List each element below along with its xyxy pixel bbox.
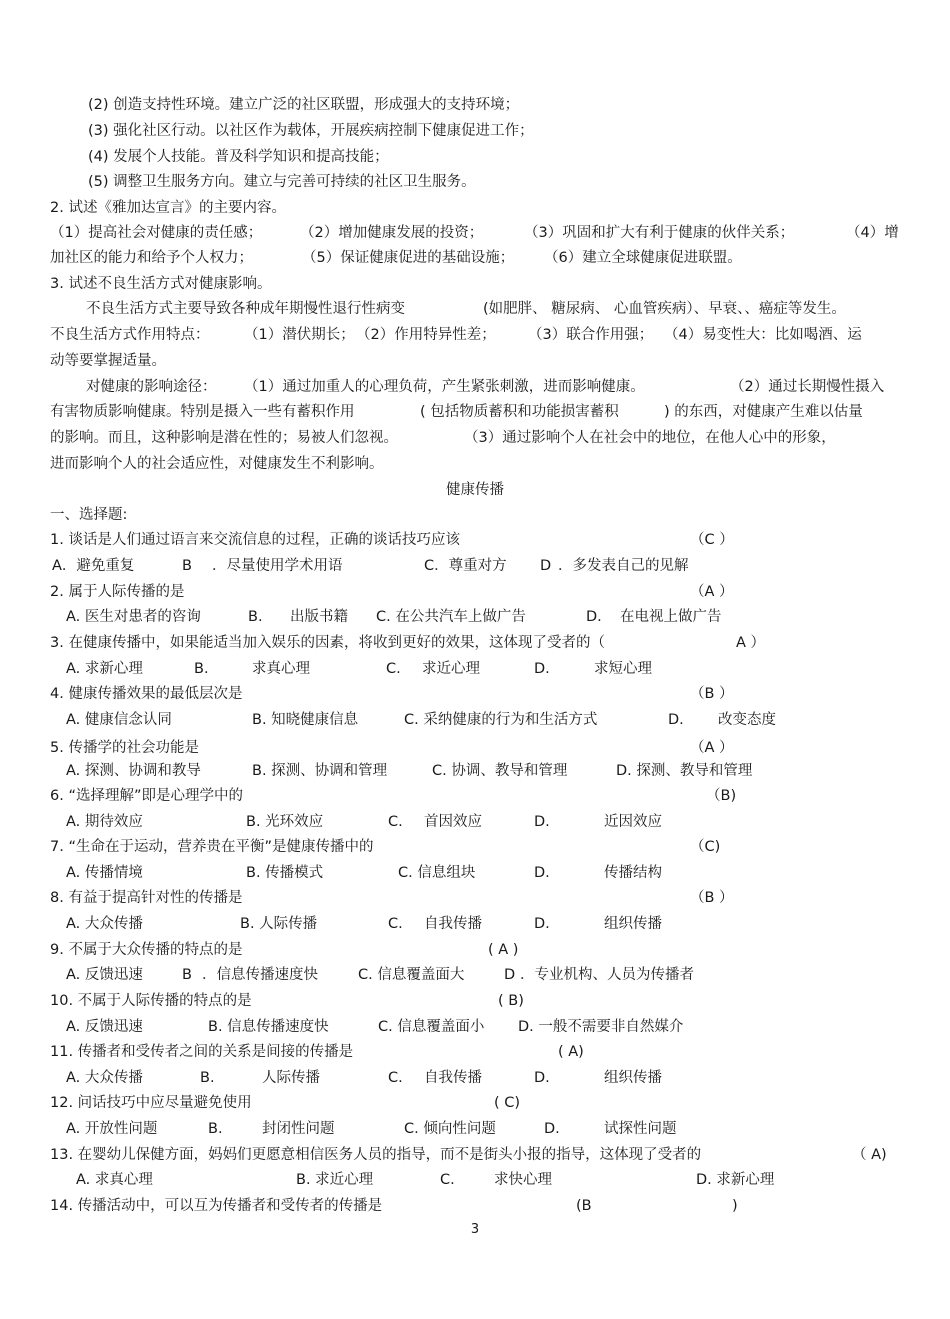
option-b: ．尽量使用学术用语: [212, 558, 343, 574]
q3-p1-text: 不良生活方式主要导致各种成年期慢性退行性病变: [86, 301, 405, 317]
option-b: B: [182, 558, 192, 574]
option-c: C. 采纳健康的行为和生活方式: [404, 712, 598, 728]
q3-p2-text: （2）通过长期慢性摄入: [730, 379, 885, 395]
option-a: A. 开放性问题: [66, 1121, 158, 1137]
option-b: 封闭性问题: [262, 1121, 335, 1137]
option-a: A. 求真心理: [76, 1172, 153, 1188]
option-c: C. 倾向性问题: [404, 1121, 496, 1137]
question-answer: (B: [576, 1198, 592, 1214]
option-b: B. 传播模式: [246, 865, 324, 881]
option-d: 组织传播: [604, 916, 662, 932]
option-b: B.: [200, 1070, 215, 1086]
question-answer: （B ）: [690, 890, 734, 906]
option-c: C．尊重对方: [424, 558, 507, 574]
q3-p1-text: (如肥胖、 糖尿病、 心血管疾病）、早衰、、癌症等发生。: [483, 301, 846, 317]
q3-p1-text: （4）易变性大：比如喝酒、运: [664, 327, 862, 343]
option-b: B. 光环效应: [246, 814, 324, 830]
intro-item-3: (3) 强化社区行动。以社区作为载体，开展疾病控制下健康促进工作；: [88, 123, 534, 139]
option-d: 组织传播: [604, 1070, 662, 1086]
question-stem: 12. 问话技巧中应尽量避免使用: [50, 1095, 252, 1111]
question-answer: ( B): [498, 993, 524, 1009]
question-answer: （ A): [852, 1147, 887, 1163]
option-d: D.: [534, 865, 550, 881]
option-c: C.: [388, 814, 403, 830]
option-a: A. 医生对患者的咨询: [66, 609, 201, 625]
q2-title: 2. 试述《雅加达宣言》的主要内容。: [50, 200, 286, 216]
question-answer: ( C): [494, 1095, 521, 1111]
option-b: B. 求近心理: [296, 1172, 374, 1188]
q2-point-1: （1）提高社会对健康的责任感；: [50, 225, 263, 241]
option-b: B. 知晓健康信息: [252, 712, 359, 728]
q2-point-6: （6）建立全球健康促进联盟。: [544, 250, 742, 266]
option-b: B: [182, 967, 192, 983]
option-d: 试探性问题: [604, 1121, 677, 1137]
option-a: A. 大众传播: [66, 1070, 143, 1086]
question-answer: （A ）: [690, 740, 734, 756]
option-d: 传播结构: [604, 865, 662, 881]
q2-point-2: （2）增加健康发展的投资；: [300, 225, 484, 241]
option-d: D.: [534, 1070, 550, 1086]
q3-p1-text: （1）潜伏期长；: [244, 327, 355, 343]
q2-point-4: （4）增: [846, 225, 899, 241]
q3-title: 3. 试述不良生活方式对健康影响。: [50, 276, 272, 292]
question-answer-close: ): [732, 1198, 738, 1214]
q3-p2-text: 对健康的影响途径：: [86, 379, 217, 395]
option-c: C. 信息覆盖面小: [378, 1019, 485, 1035]
option-c: 首因效应: [424, 814, 482, 830]
option-c: 自我传播: [424, 916, 482, 932]
option-b: B.: [208, 1121, 223, 1137]
question-stem: 13. 在婴幼儿保健方面，妈妈们更愿意相信医务人员的指导，而不是街头小报的指导，这体现了受者的: [50, 1147, 702, 1163]
option-a: A. 大众传播: [66, 916, 143, 932]
option-d: D.: [668, 712, 684, 728]
question-stem: 7. “生命在于运动，营养贵在平衡”是健康传播中的: [50, 839, 374, 855]
q3-p1-text: 不良生活方式作用特点：: [50, 327, 210, 343]
q3-p2-text: ( 包括物质蓄积和功能损害蓄积: [420, 404, 619, 420]
question-answer: ( A ): [488, 942, 519, 958]
option-d: ．多发表自己的见解: [558, 558, 689, 574]
option-b: ．信息传播速度快: [202, 967, 318, 983]
q3-p2-text: 进而影响个人的社会适应性，对健康发生不利影响。: [50, 456, 384, 472]
option-c: C.: [388, 1070, 403, 1086]
q3-p1-text: （3）联合作用强；: [528, 327, 654, 343]
option-a: A. 求新心理: [66, 661, 143, 677]
option-c: C. 信息覆盖面大: [358, 967, 465, 983]
option-c: C.: [386, 661, 401, 677]
question-stem: 2. 属于人际传播的是: [50, 584, 185, 600]
option-c: C.: [388, 916, 403, 932]
option-d: D.: [586, 609, 602, 625]
question-stem: 11. 传播者和受传者之间的关系是间接的传播是: [50, 1044, 354, 1060]
question-answer: A ）: [736, 635, 766, 651]
option-d: D. 一般不需要非自然媒介: [518, 1019, 684, 1035]
q3-p2-text: ) 的东西，对健康产生难以估量: [664, 404, 863, 420]
option-b: B. 信息传播速度快: [208, 1019, 329, 1035]
option-c: C.: [440, 1172, 455, 1188]
q3-p2-text: 有害物质影响健康。特别是摄入一些有蓄积作用: [50, 404, 355, 420]
option-d: D.: [534, 661, 550, 677]
option-a: A. 期待效应: [66, 814, 143, 830]
option-d: 近因效应: [604, 814, 662, 830]
option-c: 求快心理: [494, 1172, 552, 1188]
option-b: 人际传播: [262, 1070, 320, 1086]
q2-point-5: （5）保证健康促进的基础设施；: [302, 250, 515, 266]
question-stem: 6. “选择理解”即是心理学中的: [50, 788, 243, 804]
option-d: D: [540, 558, 552, 574]
option-d: 改变态度: [718, 712, 776, 728]
option-a: A．避免重复: [52, 558, 135, 574]
question-stem: 14. 传播活动中，可以互为传播者和受传者的传播是: [50, 1198, 383, 1214]
q3-p2-text: （1）通过加重人的心理负荷，产生紧张刺激，进而影响健康。: [244, 379, 645, 395]
option-b: B. 探测、协调和管理: [252, 763, 388, 779]
option-d: 求短心理: [594, 661, 652, 677]
question-answer: （C): [690, 839, 721, 855]
q3-p1-text: 动等要掌握适量。: [50, 353, 166, 369]
q3-p2-text: （3）通过影响个人在社会中的地位，在他人心中的形象，: [464, 430, 836, 446]
question-answer: （A ）: [690, 584, 734, 600]
option-a: A. 反馈迅速: [66, 967, 143, 983]
option-a: A. 传播情境: [66, 865, 143, 881]
option-d: D. 探测、教导和管理: [616, 763, 753, 779]
intro-item-4: (4) 发展个人技能。普及科学知识和提高技能；: [88, 149, 389, 165]
question-answer: （C ）: [690, 532, 734, 548]
option-c: 求近心理: [422, 661, 480, 677]
option-d: ．专业机构、人员为传播者: [520, 967, 694, 983]
option-b: 出版书籍: [290, 609, 348, 625]
question-stem: 10. 不属于人际传播的特点的是: [50, 993, 252, 1009]
question-answer: （B): [706, 788, 737, 804]
option-d: D.: [544, 1121, 560, 1137]
question-stem: 1. 谈话是人们通过语言来交流信息的过程，正确的谈话技巧应该: [50, 532, 460, 548]
question-stem: 9. 不属于大众传播的特点的是: [50, 942, 243, 958]
section-subtitle: 一、选择题:: [50, 507, 128, 523]
q2-point-4-cont: 加社区的能力和给予个人权力；: [50, 250, 253, 266]
option-a: A. 健康信念认同: [66, 712, 172, 728]
option-d: D. 求新心理: [696, 1172, 775, 1188]
option-a: A. 反馈迅速: [66, 1019, 143, 1035]
option-b: B.: [248, 609, 263, 625]
option-d: 在电视上做广告: [620, 609, 722, 625]
question-stem: 5. 传播学的社会功能是: [50, 740, 199, 756]
option-d: D.: [534, 916, 550, 932]
q2-point-3: （3）巩固和扩大有利于健康的伙伴关系；: [524, 225, 795, 241]
question-stem: 3. 在健康传播中，如果能适当加入娱乐的因素，将收到更好的效果，这体现了受者的（: [50, 635, 605, 651]
q3-p2-text: 的影响。而且，这种影响是潜在性的；易被人们忽视。: [50, 430, 398, 446]
page-number: 3: [470, 1222, 480, 1237]
option-b: B.: [194, 661, 209, 677]
option-d: D: [504, 967, 516, 983]
intro-item-2: (2) 创造支持性环境。建立广泛的社区联盟，形成强大的支持环境；: [88, 97, 520, 113]
section-title: 健康传播: [446, 482, 504, 498]
option-c: C. 信息组块: [398, 865, 476, 881]
question-answer: （B ）: [690, 686, 734, 702]
option-c: C. 协调、教导和管理: [432, 763, 568, 779]
option-c: C. 在公共汽车上做广告: [376, 609, 526, 625]
option-a: A. 探测、协调和教导: [66, 763, 201, 779]
q3-p1-text: （2）作用特异性差；: [356, 327, 496, 343]
option-b: B. 人际传播: [240, 916, 318, 932]
question-answer: ( A): [558, 1044, 584, 1060]
question-stem: 4. 健康传播效果的最低层次是: [50, 686, 243, 702]
intro-item-5: (5) 调整卫生服务方向。建立与完善可持续的社区卫生服务。: [88, 174, 476, 190]
option-d: D.: [534, 814, 550, 830]
option-b: 求真心理: [252, 661, 310, 677]
question-stem: 8. 有益于提高针对性的传播是: [50, 890, 243, 906]
option-c: 自我传播: [424, 1070, 482, 1086]
